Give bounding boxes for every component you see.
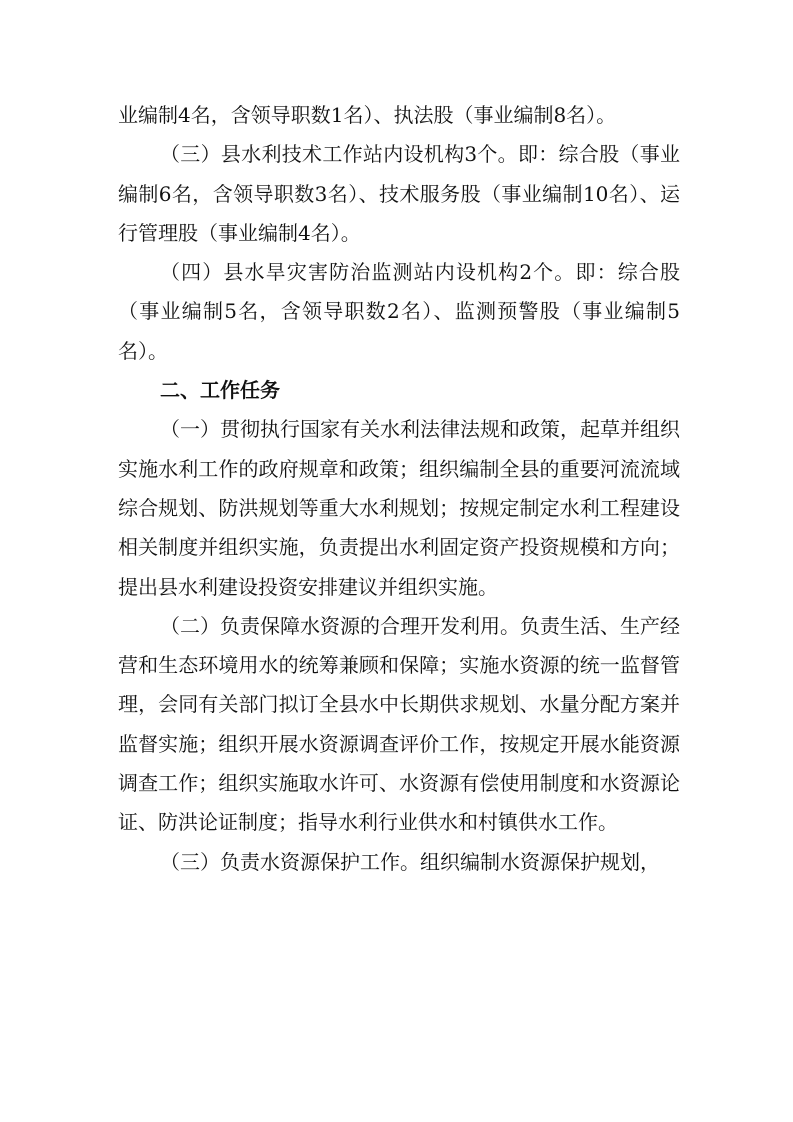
- task-paragraph-1: （一）贯彻执行国家有关水利法律法规和政策，起草并组织实施水利工作的政府规章和政策；组织编制全县的重要河流流域综合规划、防洪规划等重大水利规划；按规定制定水利工程建设相关制度并组织实施，负责提出水利固定资产投资规模和方向；提出县水利建设投资安排建议并组织实施。: [118, 417, 680, 599]
- paragraph-drought-station: （四）县水旱灾害防治监测站内设机构2个。即：综合股（事业编制5名，含领导职数2名）、监测预警股（事业编制5名）。: [118, 260, 680, 363]
- task-paragraph-2: （二）负责保障水资源的合理开发利用。负责生活、生产经营和生态环境用水的统筹兼顾和保障；实施水资源的统一监督管理，会同有关部门拟订全县水中长期供求规划、水量分配方案并监督实施；组织开展水资源调查评价工作，按规定开展水能资源调查工作；组织实施取水许可、水资源有偿使用制度和水资源论证、防洪论证制度；指导水利行业供水和村镇供水工作。: [118, 613, 680, 835]
- paragraph-tech-station: （三）县水利技术工作站内设机构3个。即：综合股（事业编制6名，含领导职数3名）、技术服务股（事业编制10名）、运行管理股（事业编制4名）。: [118, 142, 680, 245]
- task-paragraph-3: （三）负责水资源保护工作。组织编制水资源保护规划，: [160, 849, 660, 874]
- paragraph-continuation: 业编制4名，含领导职数1名）、执法股（事业编制8名）。: [118, 103, 617, 127]
- document-body: [118, 96, 680, 882]
- section-heading: 二、工作任务: [160, 378, 280, 403]
